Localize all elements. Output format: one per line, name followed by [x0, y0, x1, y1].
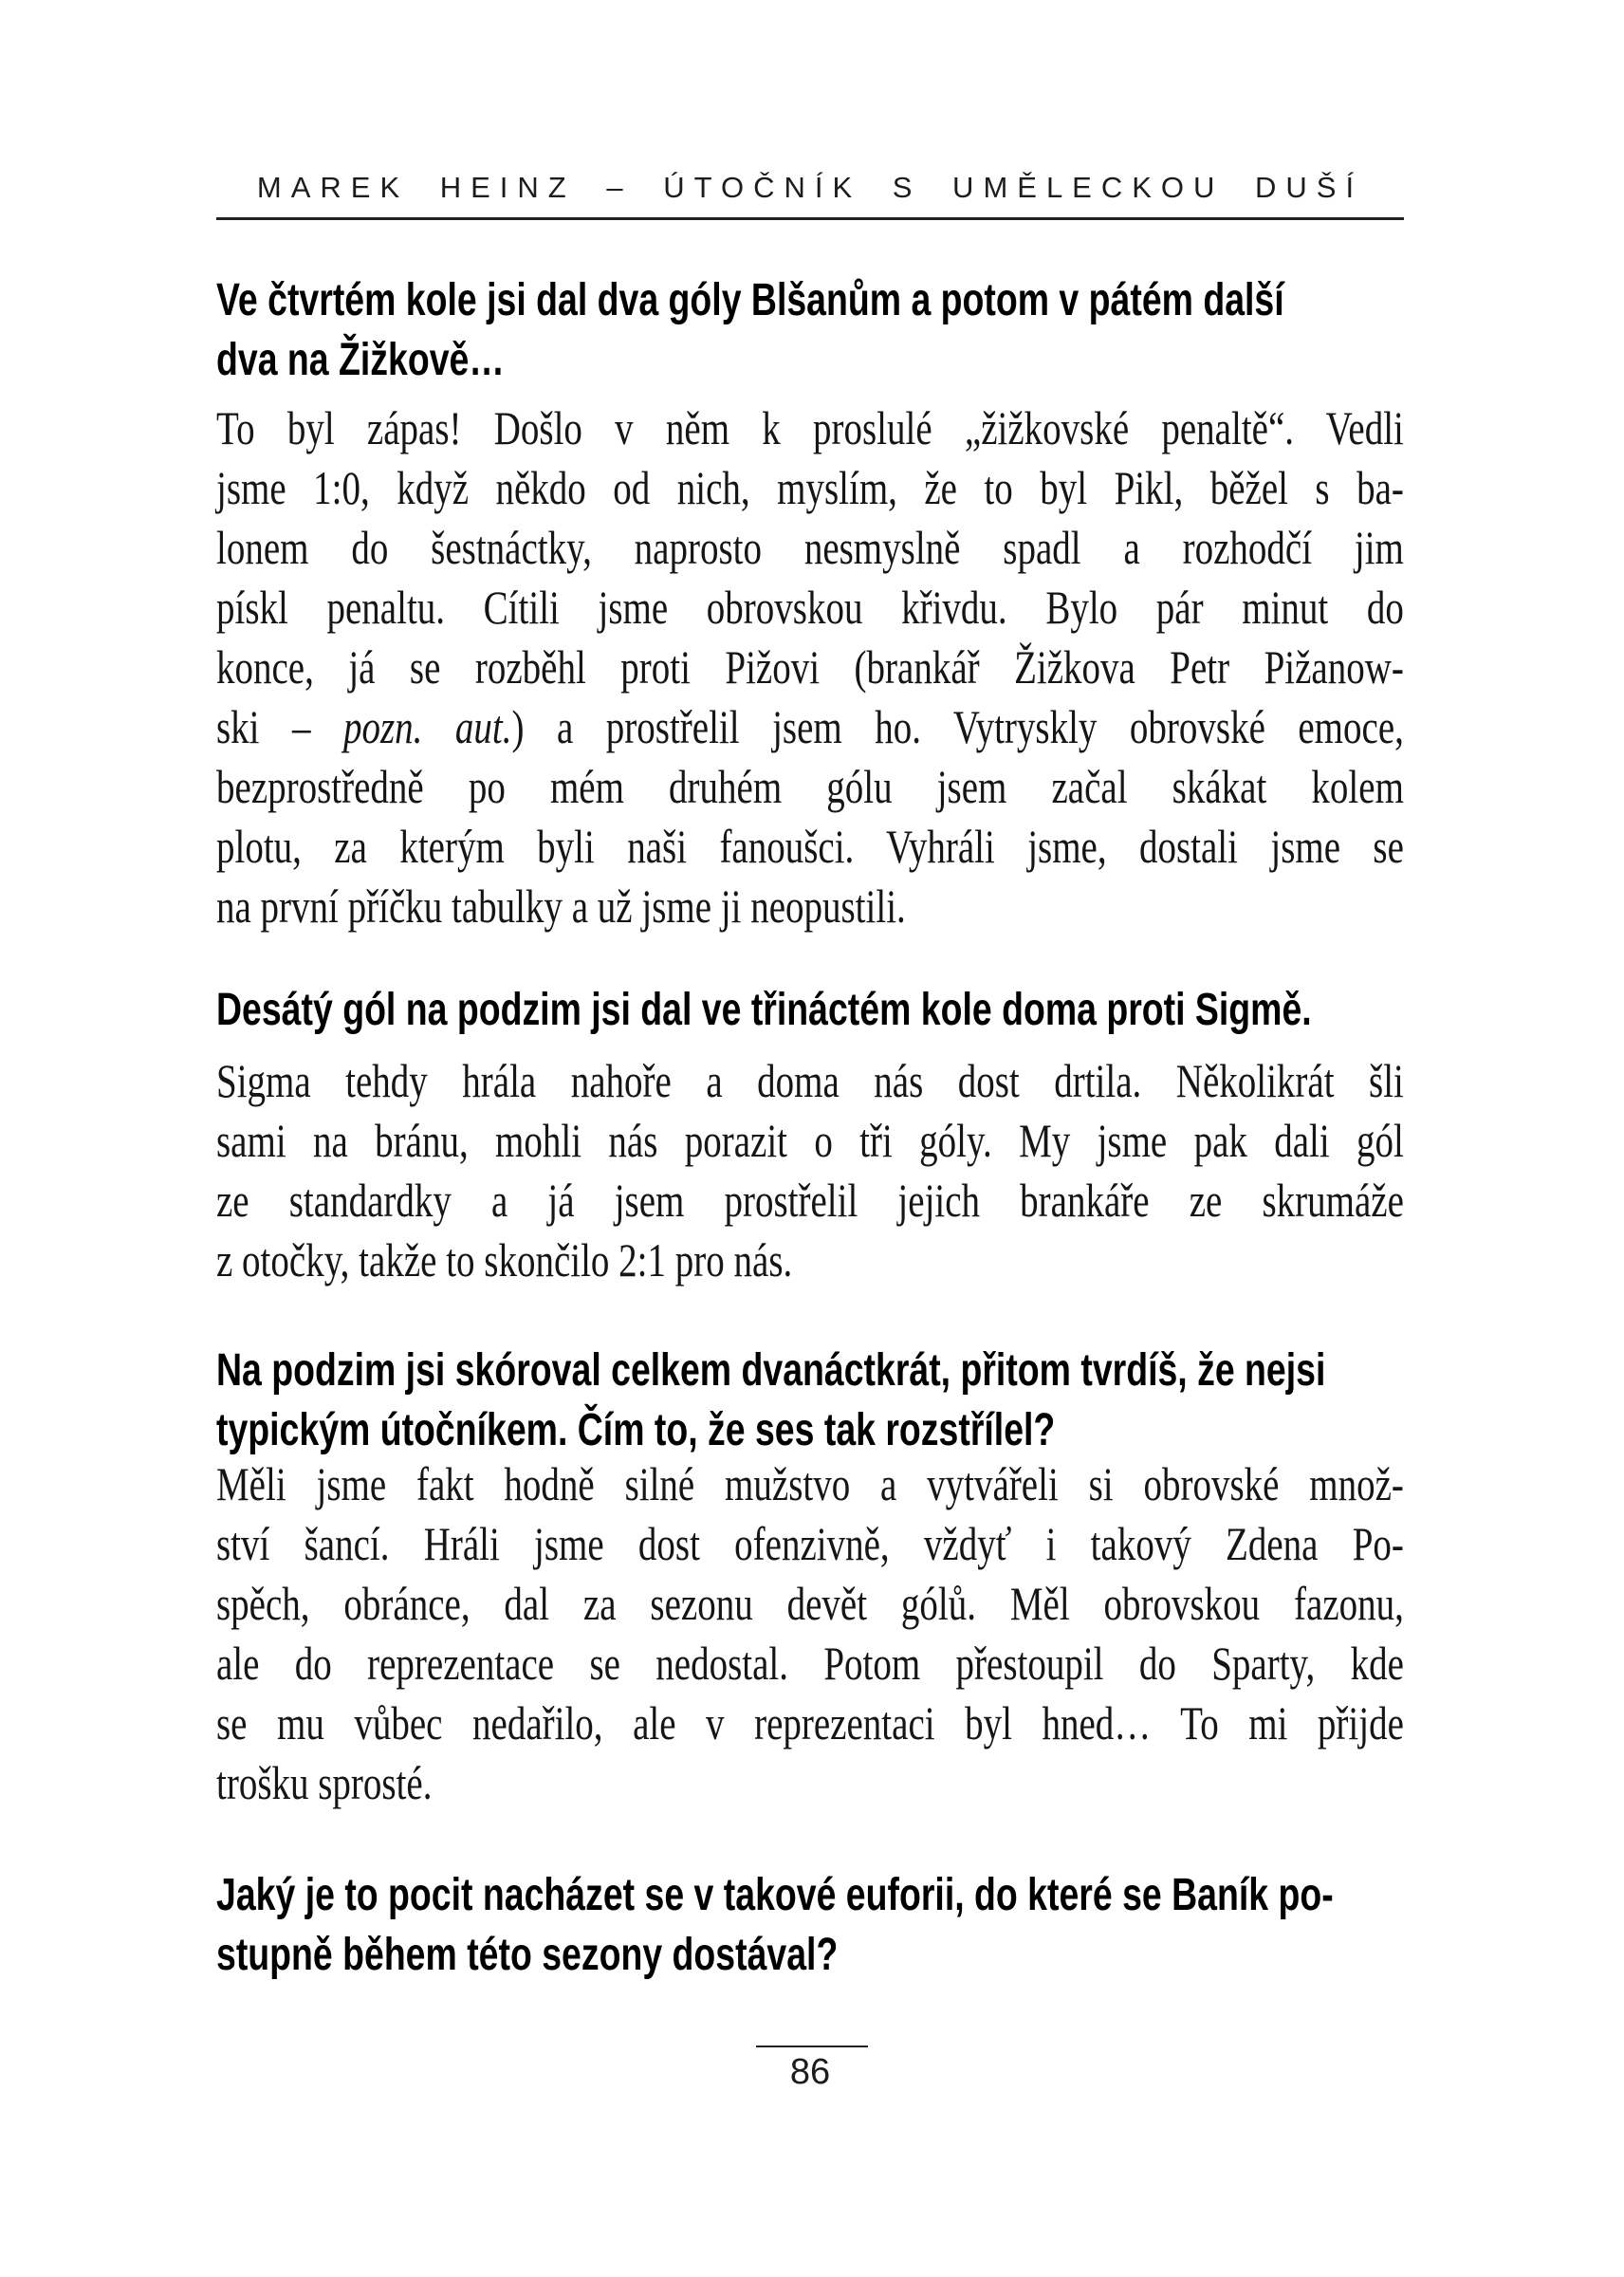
answer-2 — [216, 1051, 1404, 1290]
answer-line — [216, 1051, 1404, 1111]
text-segment: Měli jsme fakt hodně silné mužstvo a vytvářeli si obrovské množ- — [216, 1457, 1404, 1510]
text-segment: typickým útočníkem. Čím to, že ses tak rozstřílel? — [216, 1405, 1056, 1455]
text-segment: se mu vůbec nedařilo, ale v reprezentaci byl hned… To mi přijde — [216, 1696, 1404, 1749]
text-segment: ski – — [216, 700, 343, 753]
text-segment: Ve čtvrtém kole jsi dal dva góly Blšanům a potom v pátém další — [216, 275, 1284, 325]
question-line — [216, 330, 1404, 390]
text-segment: stupně během této sezony dostával? — [216, 1930, 839, 1980]
text-segment: dva na Žižkově… — [216, 335, 505, 385]
question-4 — [216, 1865, 1404, 1985]
question-line — [216, 1925, 1404, 1985]
text-segment: konce, já se rozběhl proti Pižovi (brankář Žižkova Petr Pižanow- — [216, 640, 1404, 694]
answer-line — [216, 1574, 1404, 1634]
question-line — [216, 270, 1404, 330]
question-3-text — [216, 1341, 1404, 1460]
answer-line — [216, 1694, 1404, 1753]
text-segment: na první příčku tabulky a už jsme ji neopustili. — [216, 879, 906, 933]
text-segment: ze standardky a já jsem prostřelil jejich brankáře ze skrumáže — [216, 1174, 1404, 1227]
answer-line — [216, 1514, 1404, 1574]
text-segment: z otočky, takže to skončilo 2:1 pro nás. — [216, 1233, 793, 1287]
question-4-text — [216, 1865, 1404, 1985]
answer-line — [216, 518, 1404, 578]
question-2 — [216, 980, 1404, 1040]
question-1 — [216, 270, 1404, 390]
text-segment: Jaký je to pocit nacházet se v takové euforii, do které se Baník po- — [216, 1870, 1334, 1920]
text-segment: trošku sprosté. — [216, 1756, 433, 1809]
text-segment: To byl zápas! Došlo v něm k proslulé „žižkovské penaltě“. Vedli — [216, 401, 1404, 454]
answer-line — [216, 578, 1404, 638]
question-1-text — [216, 270, 1404, 390]
answer-line — [216, 458, 1404, 518]
text-segment: Sigma tehdy hrála nahoře a doma nás dost drtila. Několikrát šli — [216, 1054, 1404, 1107]
answer-line — [216, 757, 1404, 817]
answer-line — [216, 1171, 1404, 1231]
header-rule — [216, 217, 1404, 220]
text-segment: spěch, obránce, dal za sezonu devět gólů. Měl obrovskou fazonu, — [216, 1577, 1404, 1630]
text-segment: plotu, za kterým byli naši fanoušci. Vyhráli jsme, dostali jsme se — [216, 820, 1404, 873]
running-header: MAREK HEINZ – ÚTOČNÍK S UMĚLECKOU DUŠÍ — [256, 171, 1364, 204]
answer-line — [216, 398, 1404, 458]
text-segment: jsme 1:0, když někdo od nich, myslím, že to byl Pikl, běžel s ba- — [216, 461, 1404, 514]
question-line — [216, 1400, 1404, 1460]
question-2-text — [216, 980, 1404, 1040]
text-segment: Desátý gól na podzim jsi dal ve třináctém kole doma proti Sigmě. — [216, 985, 1312, 1035]
answer-line — [216, 1753, 1404, 1813]
answer-line — [216, 1111, 1404, 1171]
question-3 — [216, 1341, 1404, 1460]
page-number: 86 — [789, 2052, 831, 2092]
answer-line — [216, 638, 1404, 697]
text-segment: ale do reprezentace se nedostal. Potom přestoupil do Sparty, kde — [216, 1637, 1404, 1690]
answer-line — [216, 1634, 1404, 1694]
text-segment: pískl penaltu. Cítili jsme obrovskou křivdu. Bylo pár minut do — [216, 581, 1404, 634]
text-segment: bezprostředně po mém druhém gólu jsem začal skákat kolem — [216, 760, 1404, 813]
text-segment: lonem do šestnáctky, naprosto nesmyslně spadl a rozhodčí jim — [216, 521, 1404, 574]
answer-2-text — [216, 1051, 1404, 1290]
answer-line — [216, 817, 1404, 877]
text-segment: ) a prostřelil jsem ho. Vytryskly obrovské emoce, — [511, 700, 1404, 753]
answer-line — [216, 1454, 1404, 1514]
answer-3-text — [216, 1454, 1404, 1813]
italic-note: pozn. aut. — [342, 700, 512, 753]
answer-3 — [216, 1454, 1404, 1813]
answer-1-text — [216, 398, 1404, 936]
text-segment: ství šancí. Hráli jsme dost ofenzivně, vždyť i takový Zdena Po- — [216, 1517, 1404, 1570]
text-segment: sami na bránu, mohli nás porazit o tři góly. My jsme pak dali gól — [216, 1114, 1404, 1167]
answer-line — [216, 877, 1404, 936]
question-line — [216, 1865, 1404, 1925]
answer-line — [216, 1231, 1404, 1290]
footer-rule — [756, 2046, 868, 2047]
answer-1 — [216, 398, 1404, 936]
question-line — [216, 980, 1404, 1040]
question-line — [216, 1341, 1404, 1400]
answer-line — [216, 697, 1404, 757]
text-segment: Na podzim jsi skóroval celkem dvanáctkrát, přitom tvrdíš, že nejsi — [216, 1345, 1326, 1396]
